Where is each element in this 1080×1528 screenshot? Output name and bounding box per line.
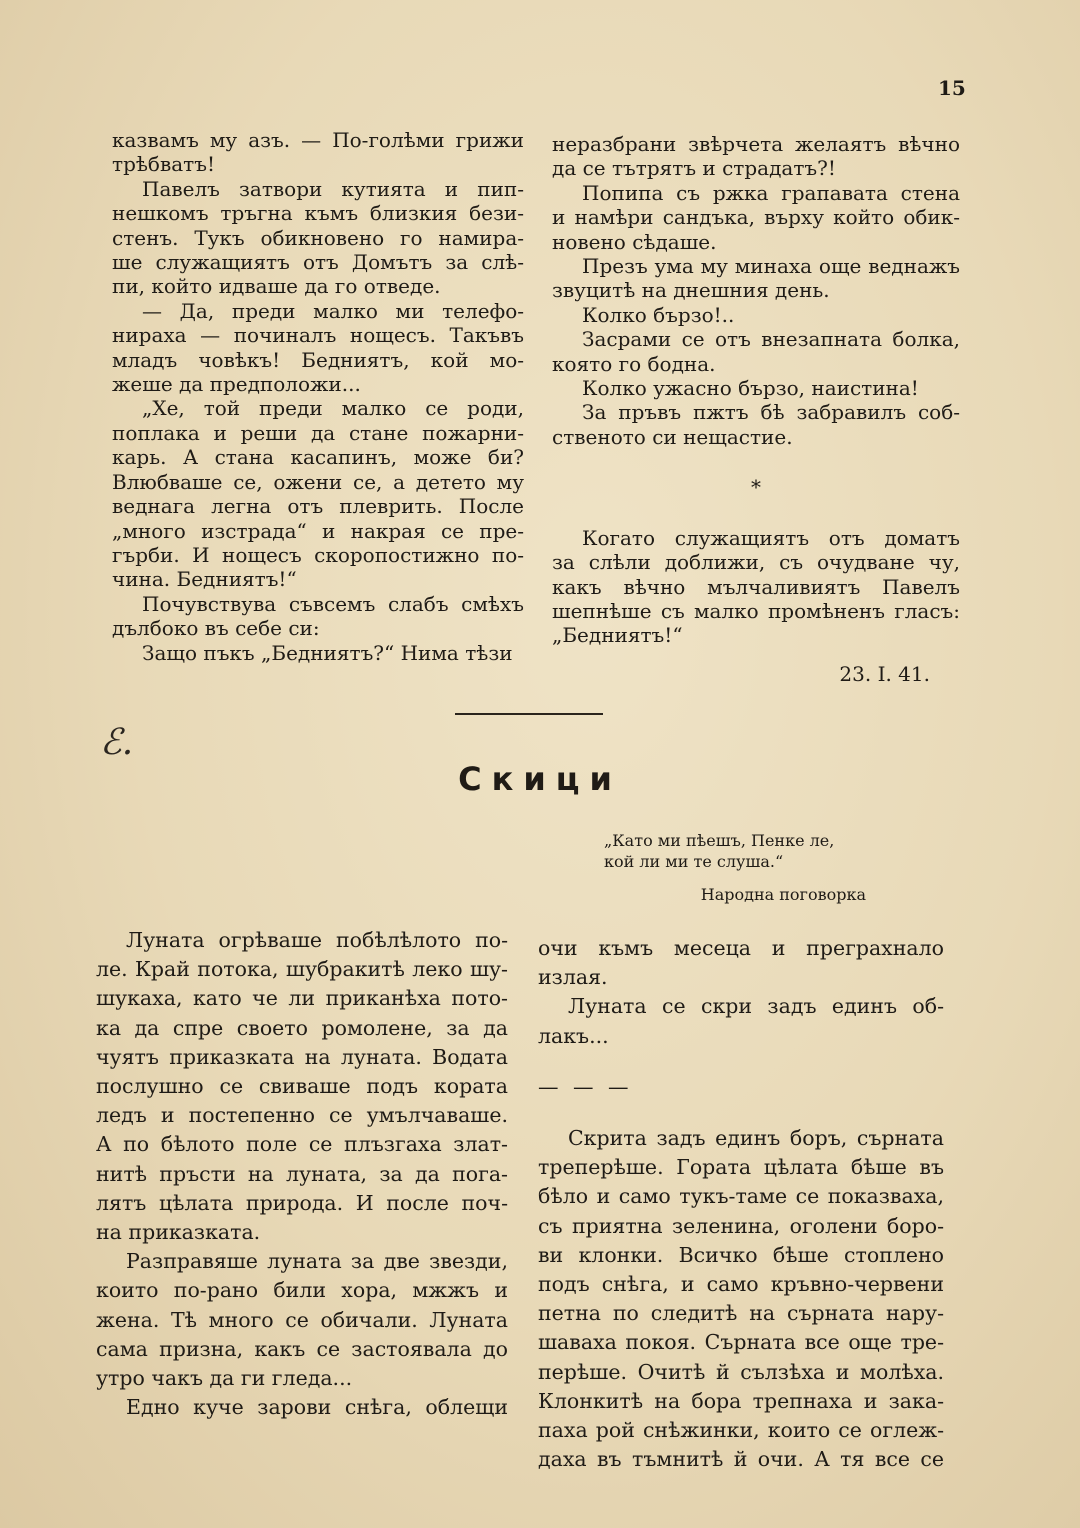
text-line: — Да, преди малко ми телефо- <box>142 298 524 323</box>
text-line: Разправяше луната за две звезди, <box>126 1249 508 1274</box>
text-line: да се тътрятъ и страдатъ?! <box>552 156 836 181</box>
text-line: трѣбватъ! <box>112 152 215 177</box>
section-divider <box>455 713 603 715</box>
text-line: карь. А стана касапинъ, може би? <box>112 445 524 470</box>
text-line: паха рой снѣжинки, които се оглеж- <box>538 1418 944 1443</box>
story-one-left-column <box>112 128 524 665</box>
text-line: Влюбваше се, ожени се, а детето му <box>112 469 524 494</box>
text-line: стенъ. Тукъ обикновено го намира- <box>112 225 524 250</box>
epigraph-line: кой ли ми те слуша.“ <box>604 852 784 871</box>
story-two-left-column <box>96 926 508 1422</box>
text-line: нешкомъ тръгна къмъ близкия бези- <box>112 201 524 226</box>
section-title: Скици <box>458 760 622 798</box>
section-asterisk: * <box>751 475 761 500</box>
text-line: шепнѣше съ малко промѣненъ гласъ: <box>552 598 960 623</box>
text-line: шукаха, като че ли приканѣха пото- <box>96 986 508 1011</box>
text-line: послушно се свиваше подъ кората <box>96 1074 508 1099</box>
text-line: бѣло и само тукъ-таме се показваха, <box>538 1184 944 1209</box>
text-line: чуятъ приказката на луната. Водата <box>96 1044 508 1069</box>
text-line: А по бѣлото поле се плъзгаха злат- <box>96 1132 508 1157</box>
story-one-right-column <box>552 132 960 686</box>
epigraph-line: „Като ми пѣешъ, Пенке ле, <box>604 831 835 850</box>
text-line: чина. Бедниятъ!“ <box>112 567 297 592</box>
text-line: треперѣше. Гората цѣлата бѣше въ <box>538 1155 944 1180</box>
text-line: гърби. И нощесъ скоропостижно по- <box>112 542 524 567</box>
text-line: Луната огрѣваше побѣлѣлото по- <box>126 928 508 952</box>
text-line: Колко ужасно бързо, наистина! <box>582 376 919 401</box>
text-line: казвамъ му азъ. — По-голѣми грижи <box>112 128 524 152</box>
text-line: жеше да предположи... <box>112 372 361 397</box>
text-line: „Бедниятъ!“ <box>552 623 683 648</box>
handwritten-mark: ℰ. <box>100 722 134 763</box>
text-line: лакъ... <box>538 1023 609 1048</box>
text-line: лятъ цѣлата природа. И после поч- <box>96 1190 508 1215</box>
text-line: ственото си нещастие. <box>552 424 793 449</box>
text-line: подъ снѣга, и само кръвно-червени <box>538 1272 944 1297</box>
text-line: Колко бързо!.. <box>582 302 735 327</box>
text-line: ка да спре своето ромолене, за да <box>96 1015 508 1040</box>
text-line: нираха — починалъ нощесъ. Такъвъ <box>112 323 524 348</box>
text-line: жена. Тѣ много се обичали. Луната <box>96 1307 508 1332</box>
text-line: ви клонки. Всичко бѣше стоплено <box>538 1242 944 1267</box>
text-line: какъ вѣчно мълчаливиятъ Павелъ <box>552 574 960 599</box>
text-line: Защо пъкъ „Бедниятъ?“ Нима тѣзи <box>142 640 513 665</box>
text-line: дълбоко въ себе си: <box>112 616 320 641</box>
text-line: сама призна, какъ се застоявала до <box>96 1336 508 1361</box>
text-line: Попипа съ ржка грапавата стена <box>582 180 960 205</box>
text-line: и намѣри сандъка, върху който обик- <box>552 205 960 230</box>
epigraph <box>604 830 866 905</box>
text-line: нитѣ пръсти на луната, за да пога- <box>96 1161 508 1186</box>
text-line: За пръвъ пжтъ бѣ забравилъ соб- <box>582 400 960 425</box>
text-line: даха въ тъмнитѣ й очи. А тя все се <box>538 1447 944 1472</box>
text-line: новено сѣдаше. <box>552 229 717 254</box>
text-line: утро чакъ да ги гледа... <box>96 1366 353 1391</box>
text-line: очи къмъ месеца и преграхнало излая. <box>538 936 944 990</box>
text-line: Едно куче зарови снѣга, облещи <box>126 1395 508 1420</box>
text-line: съ приятна зеленина, оголени боро- <box>538 1213 944 1238</box>
text-line: Клонкитѣ на бора трепнаха и зака- <box>538 1388 944 1413</box>
text-line: за слѣли доближи, съ очудване чу, <box>552 550 960 575</box>
text-line: пи, който идваше да го отведе. <box>112 274 441 299</box>
story-date: 23. I. 41. <box>839 661 930 686</box>
text-line: „много изстрада“ и накрая се пре- <box>112 518 524 543</box>
text-line: петна по следитѣ на сърната нару- <box>538 1301 944 1326</box>
page-number: 15 <box>938 76 966 100</box>
text-line: „Хе, той преди малко се роди, <box>142 396 524 421</box>
text-line: които по-рано били хора, мжжъ и <box>96 1278 508 1303</box>
scene-break: — — — <box>538 1074 633 1099</box>
epigraph-source: Народна поговорка <box>700 885 866 904</box>
text-line: Когато служащиятъ отъ доматъ <box>582 525 960 550</box>
text-line: Презъ ума му минаха още веднажъ <box>582 254 960 279</box>
text-line: веднага легна отъ плеврить. После <box>112 494 524 519</box>
text-line: Павелъ затвори кутията и пип- <box>142 176 524 201</box>
text-line: перѣше. Очитѣ й сълзѣха и молѣха. <box>538 1359 944 1384</box>
story-two-right-column <box>538 934 944 1474</box>
text-line: младъ човѣкъ! Бедниятъ, кой мо- <box>112 347 524 372</box>
text-line: неразбрани звѣрчета желаятъ вѣчно <box>552 132 960 156</box>
text-line: ше служащиятъ отъ Домътъ за слѣ- <box>112 250 524 275</box>
text-line: Засрами се отъ внезапната болка, <box>582 327 960 352</box>
text-line: Луната се скри задъ единъ об- <box>568 994 944 1019</box>
text-line: Почувствува съвсемъ слабъ смѣхъ <box>142 591 524 616</box>
text-line: Скрита задъ единъ боръ, сърната <box>568 1126 944 1151</box>
text-line: на приказката. <box>96 1220 261 1245</box>
text-line: ледъ и постепенно се умълчаваше. <box>96 1103 508 1128</box>
text-line: поплака и реши да стане пожарни- <box>112 420 524 445</box>
text-line: ле. Край потока, шубракитѣ леко шу- <box>96 957 508 982</box>
text-line: звуцитѣ на днешния день. <box>552 278 830 303</box>
text-line: която го бодна. <box>552 351 716 376</box>
text-line: шаваха покоя. Сърната все още тре- <box>538 1330 944 1355</box>
